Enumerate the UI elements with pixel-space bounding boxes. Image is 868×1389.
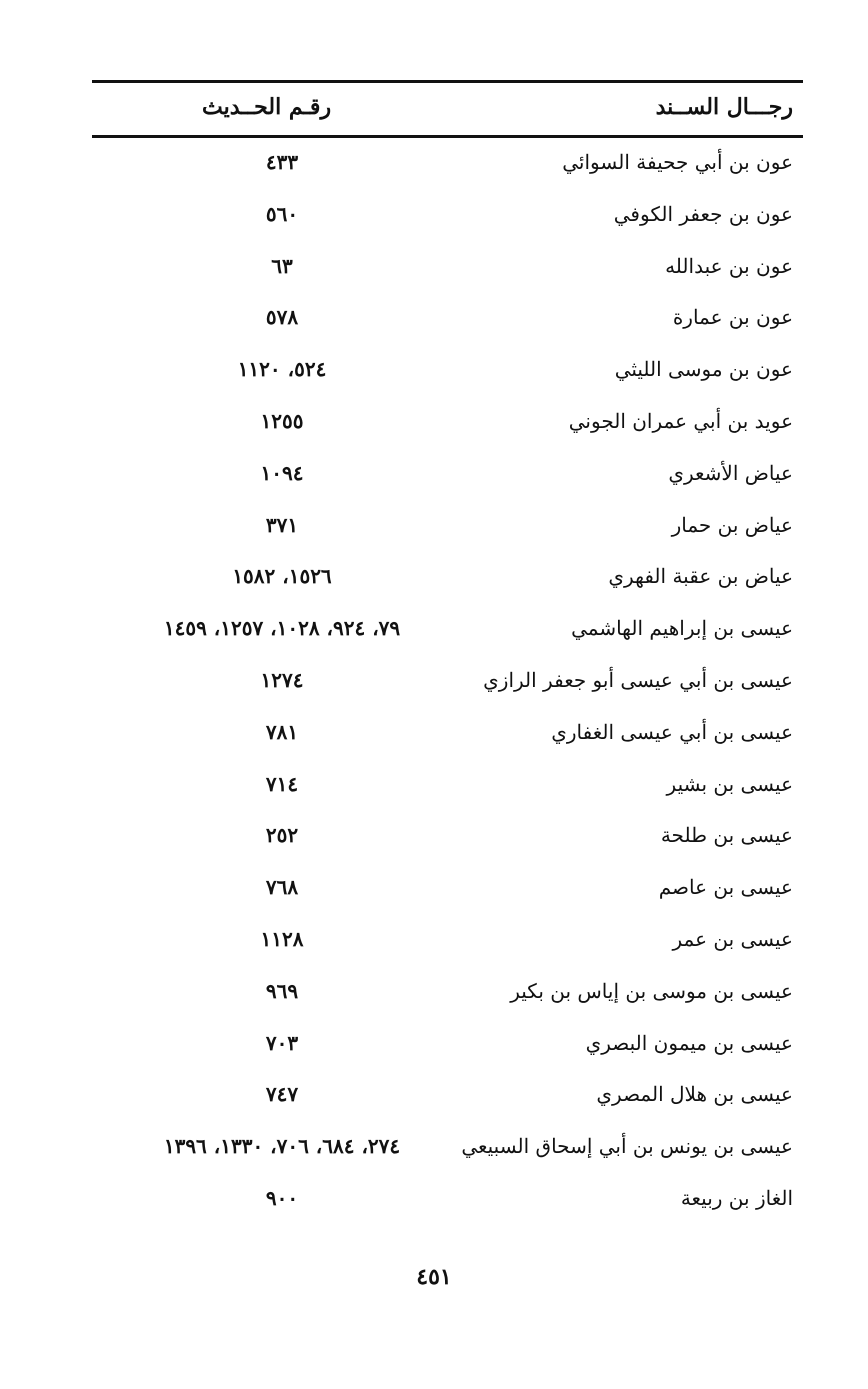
page-number: ٤٥١ (416, 1264, 452, 1290)
hadith-numbers: ٢٥٢ (265, 823, 299, 848)
hadith-numbers: ٧٤٧ (265, 1082, 299, 1107)
narrator-name: عيسى بن يونس بن أبي إسحاق السبيعي (461, 1134, 793, 1159)
narrator-name: عياض بن حمار (671, 512, 793, 537)
hadith-numbers: ١٢٧٤ (260, 667, 304, 692)
hadith-numbers: ٩٠٠ (265, 1185, 299, 1210)
hadith-numbers: ١٢٥٥ (260, 408, 304, 433)
table-body (92, 138, 803, 1226)
header-narrators: رجـــال الســند (655, 94, 793, 120)
hadith-numbers: ٢٧٤، ٦٨٤، ٧٠٦، ١٣٣٠، ١٣٩٦ (163, 1134, 401, 1159)
hadith-numbers: ٣٧١ (265, 512, 299, 537)
table-row (92, 1070, 803, 1122)
table-row (92, 656, 803, 708)
table-row (92, 811, 803, 863)
narrator-name: عياض الأشعري (668, 460, 793, 485)
hadith-numbers: ٥٦٠ (265, 201, 299, 226)
narrator-name: عياض بن عقبة الفهري (608, 564, 793, 589)
hadith-numbers: ٥٧٨ (265, 305, 299, 330)
table-row (92, 760, 803, 812)
narrator-name: عيسى بن عمر (672, 926, 793, 951)
top-rule (92, 80, 803, 83)
narrator-name: عيسى بن هلال المصري (596, 1082, 793, 1107)
table-row (92, 1174, 803, 1226)
hadith-numbers: ١١٢٨ (260, 926, 304, 951)
narrator-name: عون بن أبي جحيفة السوائي (562, 150, 793, 174)
table-row (92, 190, 803, 242)
table-row (92, 1122, 803, 1174)
table-row (92, 138, 803, 190)
table-row (92, 967, 803, 1019)
hadith-numbers: ٩٦٩ (265, 978, 299, 1003)
hadith-numbers: ٧٨١ (265, 719, 299, 744)
table-row (92, 397, 803, 449)
narrator-name: عيسى بن إبراهيم الهاشمي (571, 616, 793, 641)
table-row (92, 345, 803, 397)
hadith-numbers: ٦٣ (271, 253, 293, 278)
table-row (92, 708, 803, 760)
narrator-name: عون بن عبدالله (665, 253, 793, 278)
narrator-name: عيسى بن موسى بن إياس بن بكير (510, 978, 793, 1003)
hadith-numbers: ٧١٤ (265, 771, 299, 796)
narrator-name: عون بن جعفر الكوفي (613, 201, 793, 226)
narrator-name: عيسى بن طلحة (660, 823, 793, 848)
hadith-numbers: ٧٦٨ (265, 875, 299, 900)
table-row (92, 293, 803, 345)
narrator-name: عيسى بن أبي عيسى الغفاري (551, 719, 793, 744)
hadith-numbers: ٧٩، ٩٢٤، ١٠٢٨، ١٢٥٧، ١٤٥٩ (163, 616, 401, 641)
hadith-numbers: ٥٢٤، ١١٢٠ (237, 357, 327, 382)
narrator-name: عيسى بن بشير (666, 771, 793, 796)
hadith-numbers: ٤٣٣ (265, 150, 299, 174)
table-row (92, 501, 803, 553)
narrator-name: عيسى بن عاصم (658, 875, 793, 900)
table-row (92, 604, 803, 656)
table-row (92, 1019, 803, 1071)
narrator-name: عون بن موسى الليثي (614, 357, 793, 382)
table-row (92, 242, 803, 294)
narrator-name: الغاز بن ربيعة (680, 1185, 793, 1210)
narrator-name: عيسى بن أبي عيسى أبو جعفر الرازي (483, 667, 793, 692)
hadith-numbers: ١٠٩٤ (260, 460, 304, 485)
table-row (92, 449, 803, 501)
table-header (92, 88, 803, 132)
table-row (92, 915, 803, 967)
hadith-numbers: ١٥٢٦، ١٥٨٢ (232, 564, 332, 589)
narrator-name: عويد بن أبي عمران الجوني (568, 408, 793, 433)
narrator-name: عيسى بن ميمون البصري (585, 1030, 793, 1055)
table-row (92, 552, 803, 604)
hadith-numbers: ٧٠٣ (265, 1030, 299, 1055)
table-row (92, 863, 803, 915)
narrator-name: عون بن عمارة (672, 305, 793, 330)
header-hadith-number: رقـم الحــديث (202, 94, 332, 120)
